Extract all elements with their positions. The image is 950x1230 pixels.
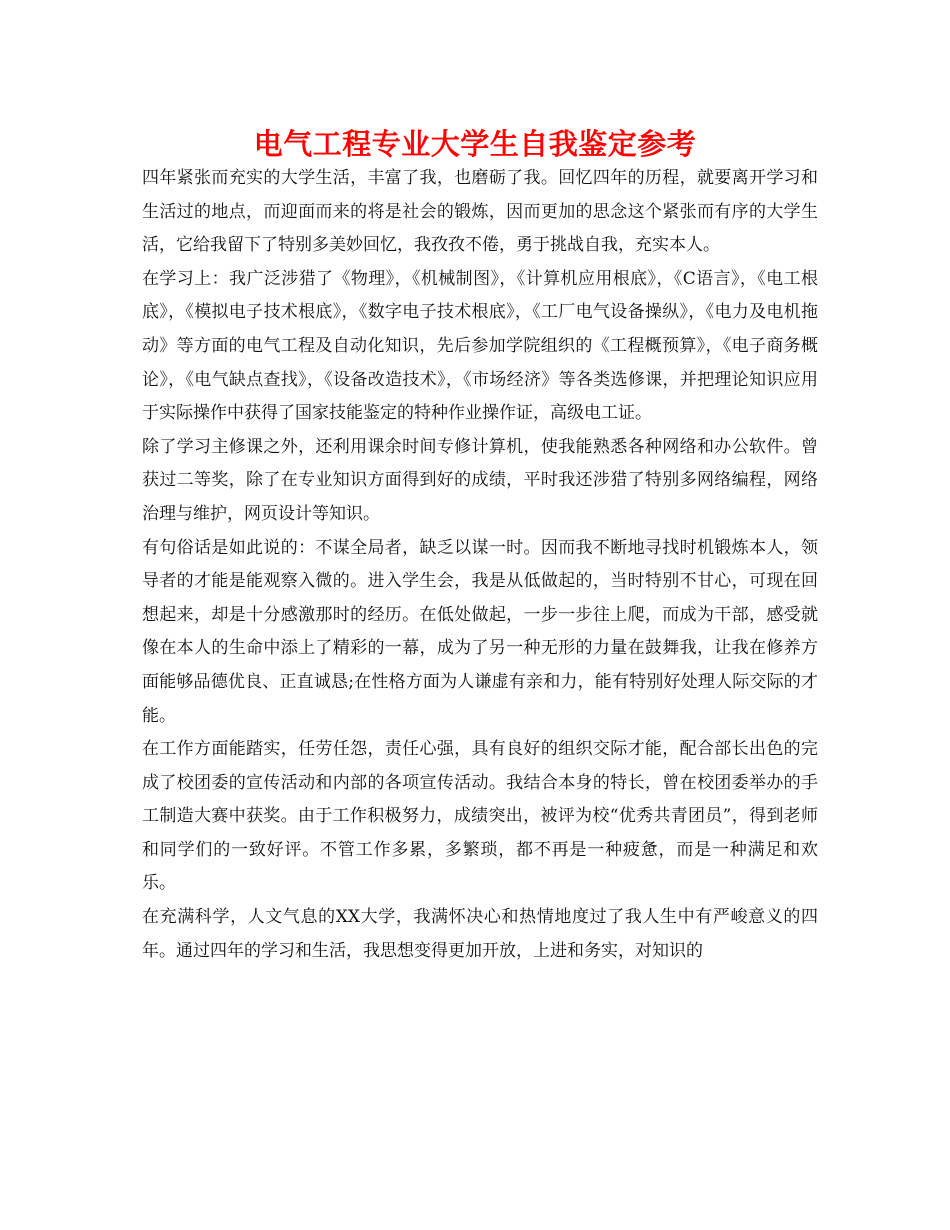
paragraph-work: 在工作方面能踏实，任劳任怨，责任心强，具有良好的组织交际才能，配合部长出色的完成了校团委的宣传活动和内部的各项宣传活动。我结合本身的特长，曾在校团委举办的手工制造大赛中获奖。由于工作积极努力，成绩突出，被评为校“优秀共青团员”，得到老师和同学们的一致好评。不管工作多累，多繁琐，都不再是一种疲惫，而是一种满足和欢乐。 <box>142 739 818 894</box>
paragraph-computer: 除了学习主修课之外，还利用课余时间专修计算机，使我能熟悉各种网络和办公软件。曾获过二等奖，除了在专业知识方面得到好的成绩，平时我还涉猎了特别多网络编程，网络治理与维护，网页设计等知识。 <box>142 436 818 524</box>
paragraph-study: 在学习上：我广泛涉猎了《物理》，《机械制图》，《计算机应用根底》，《C语言》，《电工根底》，《模拟电子技术根底》，《数字电子技术根底》，《工厂电气设备操纵》，《电力及电机拖动》等方面的电气工程及自动化知识，先后参加学院组织的《工程概预算》，《电子商务概论》，《电气缺点查找》，《设备改造技术》，《市场经济》等各类选修课，并把理论知识应用于实际操作中获得了国家技能鉴定的特种作业操作证，高级电工证。 <box>142 268 818 424</box>
paragraph-leadership: 有句俗话是如此说的：不谋全局者，缺乏以谋一时。因而我不断地寻找时机锻炼本人，领导者的才能是能观察入微的。进入学生会，我是从低做起的，当时特别不甘心，可现在回想起来，却是十分感激那时的经历。在低处做起，一步一步往上爬，而成为干部，感受就像在本人的生命中添上了精彩的一幕，成为了另一种无形的力量在鼓舞我，让我在修养方面能够品德优良、正直诚恳;在性格方面为人谦虚有亲和力，能有特别好处理人际交际的才能。 <box>142 537 818 726</box>
document-body <box>142 162 818 968</box>
paragraph-university: 在充满科学，人文气息的XX大学，我满怀决心和热情地度过了我人生中有严峻意义的四年。通过四年的学习和生活，我思想变得更加开放，上进和务实，对知识的 <box>142 907 818 961</box>
paragraph-intro: 四年紧张而充实的大学生活，丰富了我，也磨砺了我。回忆四年的历程，就要离开学习和生活过的地点，而迎面而来的将是社会的锻炼，因而更加的思念这个紧张而有序的大学生活，它给我留下了特别多美妙回忆，我孜孜不倦，勇于挑战自我，充实本人。 <box>142 168 818 256</box>
page-title: 电气工程专业大学生自我鉴定参考 <box>253 127 697 161</box>
